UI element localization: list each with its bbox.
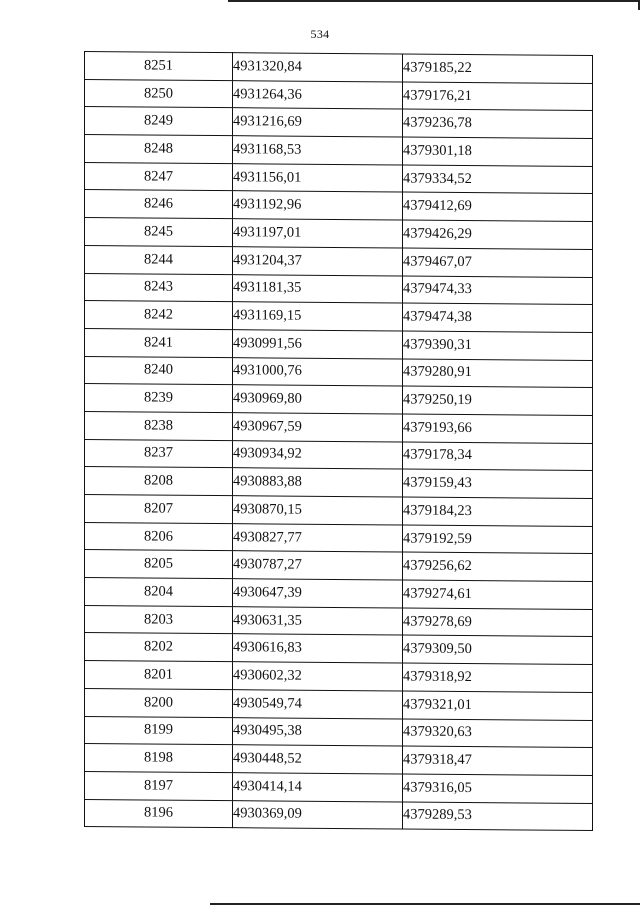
y-coordinate-cell: 4379185,22 [403, 54, 593, 83]
table-row [85, 162, 593, 194]
x-coordinate-cell: 4930787,27 [233, 551, 403, 580]
x-coordinate-cell: 4930969,80 [233, 385, 403, 414]
y-coordinate-cell: 4379412,69 [403, 192, 593, 221]
x-coordinate-cell: 4931197,01 [233, 219, 403, 248]
table-row [85, 384, 593, 416]
table-row [85, 245, 593, 277]
point-number-cell: 8250 [85, 79, 233, 108]
table-row [85, 439, 593, 471]
y-coordinate-cell: 4379193,66 [403, 414, 593, 443]
y-coordinate-cell: 4379318,92 [403, 663, 593, 692]
y-coordinate-cell: 4379320,63 [403, 719, 593, 748]
x-coordinate-cell: 4930631,35 [233, 606, 403, 635]
point-number-cell: 8237 [85, 439, 233, 468]
x-coordinate-cell: 4931181,35 [233, 274, 403, 303]
y-coordinate-cell: 4379192,59 [403, 525, 593, 554]
x-coordinate-cell: 4931264,36 [233, 80, 403, 109]
y-coordinate-cell: 4379178,34 [403, 442, 593, 471]
x-coordinate-cell: 4930448,52 [233, 745, 403, 774]
point-number-cell: 8238 [85, 411, 233, 440]
point-number-cell: 8243 [85, 273, 233, 302]
x-coordinate-cell: 4930827,77 [233, 523, 403, 552]
table-row [85, 218, 593, 250]
table-row [85, 661, 593, 693]
table-row [85, 716, 593, 748]
point-number-cell: 8239 [85, 384, 233, 413]
table-row [85, 495, 593, 527]
y-coordinate-cell: 4379309,50 [403, 635, 593, 664]
y-coordinate-cell: 4379474,33 [403, 276, 593, 305]
y-coordinate-cell: 4379301,18 [403, 137, 593, 166]
y-coordinate-cell: 4379426,29 [403, 220, 593, 249]
x-coordinate-cell: 4930602,32 [233, 662, 403, 691]
table-row [85, 328, 593, 360]
x-coordinate-cell: 4931204,37 [233, 246, 403, 275]
x-coordinate-cell: 4930647,39 [233, 579, 403, 608]
table-row [85, 522, 593, 554]
y-coordinate-cell: 4379321,01 [403, 691, 593, 720]
table-row [85, 799, 593, 831]
x-coordinate-cell: 4930369,09 [233, 800, 403, 829]
y-coordinate-cell: 4379474,38 [403, 303, 593, 332]
table-row [85, 52, 593, 84]
point-number-cell: 8199 [85, 716, 233, 745]
x-coordinate-cell: 4930967,59 [233, 413, 403, 442]
x-coordinate-cell: 4931169,15 [233, 302, 403, 331]
x-coordinate-cell: 4931320,84 [233, 53, 403, 82]
x-coordinate-cell: 4931000,76 [233, 357, 403, 386]
scan-edge-top [228, 0, 640, 2]
point-number-cell: 8251 [85, 52, 233, 81]
table-row [85, 550, 593, 582]
point-number-cell: 8245 [85, 218, 233, 247]
point-number-cell: 8201 [85, 661, 233, 690]
y-coordinate-cell: 4379467,07 [403, 248, 593, 277]
point-number-cell: 8202 [85, 633, 233, 662]
table-row [85, 744, 593, 776]
x-coordinate-cell: 4930549,74 [233, 689, 403, 718]
point-number-cell: 8248 [85, 135, 233, 164]
coordinates-table [84, 51, 593, 831]
table-row [85, 301, 593, 333]
point-number-cell: 8208 [85, 467, 233, 496]
coordinates-table-container [84, 51, 592, 831]
table-row [85, 190, 593, 222]
y-coordinate-cell: 4379184,23 [403, 497, 593, 526]
table-row [85, 688, 593, 720]
point-number-cell: 8242 [85, 301, 233, 330]
x-coordinate-cell: 4930883,88 [233, 468, 403, 497]
y-coordinate-cell: 4379176,21 [403, 82, 593, 111]
point-number-cell: 8241 [85, 328, 233, 357]
x-coordinate-cell: 4930934,92 [233, 440, 403, 469]
y-coordinate-cell: 4379250,19 [403, 386, 593, 415]
point-number-cell: 8249 [85, 107, 233, 136]
y-coordinate-cell: 4379280,91 [403, 359, 593, 388]
x-coordinate-cell: 4930616,83 [233, 634, 403, 663]
point-number-cell: 8240 [85, 356, 233, 385]
y-coordinate-cell: 4379274,61 [403, 580, 593, 609]
y-coordinate-cell: 4379390,31 [403, 331, 593, 360]
table-row [85, 633, 593, 665]
y-coordinate-cell: 4379334,52 [403, 165, 593, 194]
y-coordinate-cell: 4379256,62 [403, 552, 593, 581]
table-row [85, 578, 593, 610]
point-number-cell: 8246 [85, 190, 233, 219]
x-coordinate-cell: 4930414,14 [233, 773, 403, 802]
point-number-cell: 8204 [85, 578, 233, 607]
table-row [85, 79, 593, 111]
table-row [85, 107, 593, 139]
x-coordinate-cell: 4930991,56 [233, 330, 403, 359]
table-row [85, 771, 593, 803]
table-row [85, 605, 593, 637]
coordinates-table-body [85, 52, 593, 831]
point-number-cell: 8247 [85, 162, 233, 191]
point-number-cell: 8198 [85, 744, 233, 773]
y-coordinate-cell: 4379236,78 [403, 109, 593, 138]
table-row [85, 467, 593, 499]
table-row [85, 273, 593, 305]
point-number-cell: 8200 [85, 688, 233, 717]
point-number-cell: 8205 [85, 550, 233, 579]
x-coordinate-cell: 4931192,96 [233, 191, 403, 220]
y-coordinate-cell: 4379159,43 [403, 469, 593, 498]
point-number-cell: 8207 [85, 495, 233, 524]
table-row [85, 411, 593, 443]
x-coordinate-cell: 4931156,01 [233, 163, 403, 192]
y-coordinate-cell: 4379318,47 [403, 746, 593, 775]
y-coordinate-cell: 4379278,69 [403, 608, 593, 637]
point-number-cell: 8206 [85, 522, 233, 551]
x-coordinate-cell: 4931216,69 [233, 108, 403, 137]
point-number-cell: 8203 [85, 605, 233, 634]
y-coordinate-cell: 4379316,05 [403, 774, 593, 803]
x-coordinate-cell: 4931168,53 [233, 136, 403, 165]
x-coordinate-cell: 4930495,38 [233, 717, 403, 746]
x-coordinate-cell: 4930870,15 [233, 496, 403, 525]
point-number-cell: 8244 [85, 245, 233, 274]
point-number-cell: 8196 [85, 799, 233, 828]
table-row [85, 356, 593, 388]
table-row [85, 135, 593, 167]
page-number: 534 [310, 27, 330, 41]
y-coordinate-cell: 4379289,53 [403, 802, 593, 831]
point-number-cell: 8197 [85, 771, 233, 800]
